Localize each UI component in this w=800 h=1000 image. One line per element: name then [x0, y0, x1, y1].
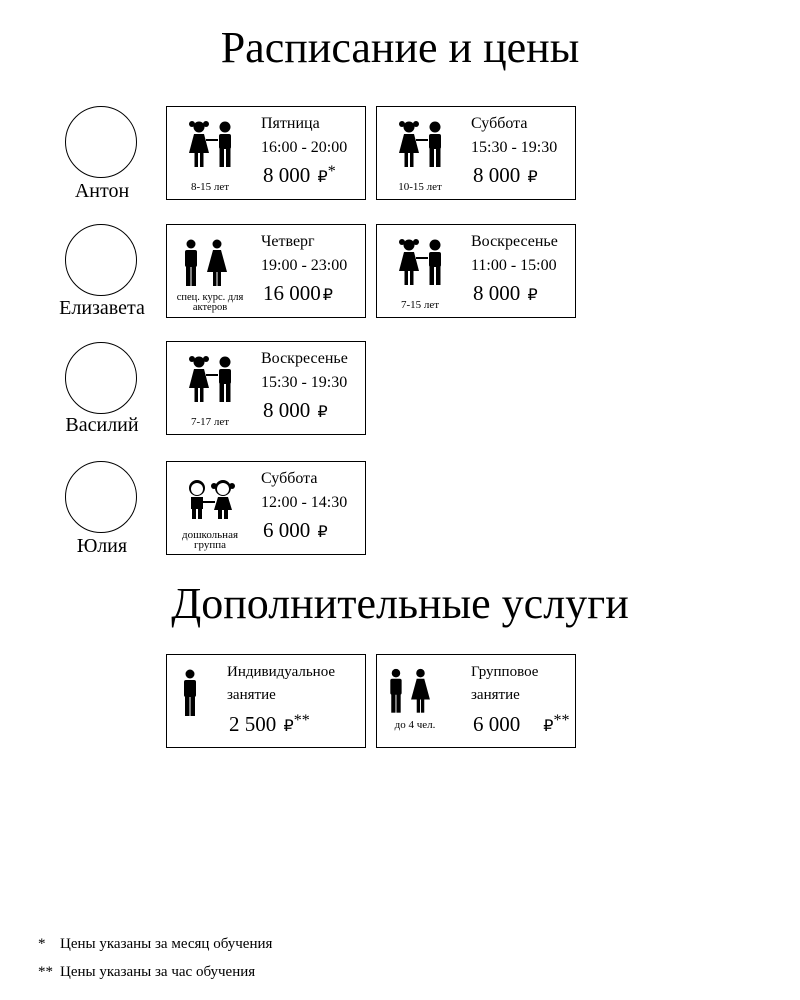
girl-and-boy-icon: [175, 117, 245, 173]
footnote-hourly: [38, 958, 272, 986]
age-group-label: 8-15 лет: [190, 181, 230, 193]
kids-icon: [175, 472, 245, 528]
avatar-yulia[interactable]: [65, 461, 137, 533]
class-day: Суббота: [261, 470, 318, 487]
class-time: 15:30 - 19:30: [261, 374, 348, 391]
girl-and-boy-icon: [385, 117, 455, 173]
class-time: 19:00 - 23:00: [261, 257, 348, 274]
ruble-sign: ₽: [527, 287, 538, 304]
class-price: [473, 281, 538, 306]
avatar-anton[interactable]: [65, 106, 137, 178]
footnote-mark: *: [38, 936, 46, 952]
teacher-name-anton: Антон: [74, 180, 130, 202]
footnote-text: Цены указаны за час обучения: [60, 964, 256, 980]
avatar-elizaveta[interactable]: [65, 224, 137, 296]
class-card-vasily-sunday[interactable]: [166, 341, 366, 435]
teacher-name-elizaveta: Елизавета: [59, 297, 145, 319]
class-card-yulia-saturday[interactable]: [166, 461, 366, 555]
price-value: 8 000: [473, 163, 521, 187]
girl-and-boy-icon: [385, 235, 455, 291]
class-day: Четверг: [261, 233, 315, 250]
class-price: [263, 398, 328, 423]
age-group-label: 10-15 лет: [398, 181, 442, 193]
service-price: [473, 712, 569, 737]
class-price: [473, 163, 538, 188]
man-and-woman-icon: [175, 235, 245, 291]
footnotes: [38, 930, 272, 986]
price-value: 6 000: [473, 712, 521, 736]
page-title: Расписание и цены: [220, 23, 580, 72]
ruble-sign: ₽: [317, 404, 328, 421]
man-and-woman-icon: [379, 663, 445, 719]
class-day: Пятница: [261, 115, 320, 132]
age-group-label: 7-15 лет: [400, 299, 440, 311]
teacher-name-vasily: Василий: [65, 414, 139, 436]
service-price: [229, 712, 310, 737]
avatar-vasily[interactable]: [65, 342, 137, 414]
age-group-label: дошкольная группа: [181, 529, 239, 551]
footnote-mark: **: [38, 964, 53, 980]
class-price: [263, 518, 328, 543]
footnote-marker: **: [293, 712, 310, 729]
class-card-anton-saturday[interactable]: [376, 106, 576, 200]
service-card-individual[interactable]: [166, 654, 366, 748]
class-time: 11:00 - 15:00: [471, 257, 557, 274]
class-price: [263, 281, 333, 306]
ruble-sign: ₽: [317, 524, 328, 541]
price-value: 8 000: [263, 163, 311, 187]
age-group-label: 7-17 лет: [190, 416, 230, 428]
footnote-marker: **: [553, 712, 570, 729]
group-size-label: до 4 чел.: [394, 719, 436, 731]
price-value: 2 500: [229, 712, 277, 736]
teacher-name-yulia: Юлия: [76, 535, 128, 557]
ruble-sign: ₽: [283, 718, 294, 735]
price-value: 6 000: [263, 518, 311, 542]
class-time: 15:30 - 19:30: [471, 139, 558, 156]
person-icon: [155, 665, 225, 721]
class-day: Воскресенье: [471, 233, 558, 250]
class-price: [263, 163, 336, 188]
service-title: Групповое занятие: [471, 664, 539, 703]
price-value: 8 000: [473, 281, 521, 305]
class-card-elizaveta-thursday[interactable]: [166, 224, 366, 318]
footnote-monthly: [38, 930, 272, 958]
ruble-sign: ₽: [543, 718, 554, 735]
class-time: 16:00 - 20:00: [261, 139, 348, 156]
age-group-label: спец. курс. для актеров: [176, 292, 244, 313]
price-value: 16 000: [263, 281, 321, 305]
footnote-marker: *: [327, 163, 336, 180]
ruble-sign: ₽: [317, 169, 328, 186]
class-card-elizaveta-sunday[interactable]: [376, 224, 576, 318]
ruble-sign: ₽: [527, 169, 538, 186]
class-day: Воскресенье: [261, 350, 348, 367]
service-title: Индивидуальное занятие: [227, 664, 336, 703]
service-card-group[interactable]: [376, 654, 576, 748]
class-day: Суббота: [471, 115, 528, 132]
class-time: 12:00 - 14:30: [261, 494, 348, 511]
footnote-text: Цены указаны за месяц обучения: [60, 936, 273, 952]
ruble-sign: ₽: [322, 287, 333, 304]
girl-and-boy-icon: [175, 352, 245, 408]
section-title-services: Дополнительные услуги: [171, 579, 629, 628]
class-card-anton-friday[interactable]: [166, 106, 366, 200]
price-value: 8 000: [263, 398, 311, 422]
